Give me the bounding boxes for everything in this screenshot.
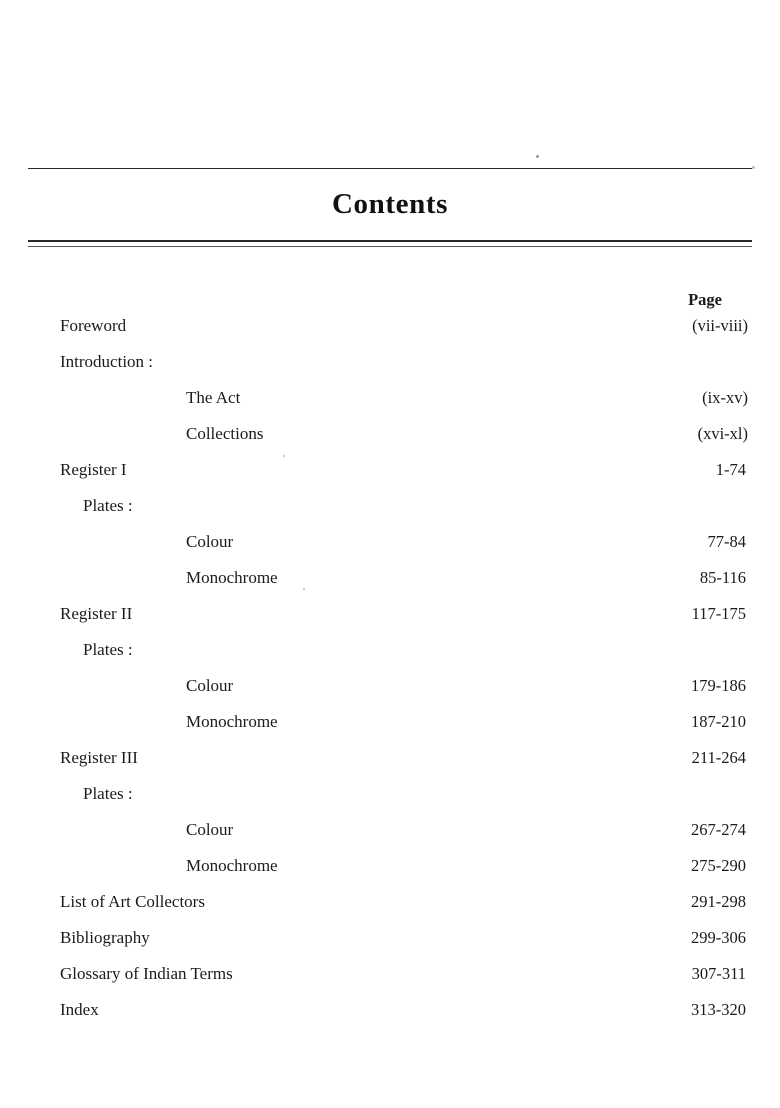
toc-entry-label: Glossary of Indian Terms	[60, 964, 233, 983]
scan-artifact-dot-right	[752, 166, 755, 169]
toc-entry-label: Foreword	[60, 316, 127, 335]
toc-entry-pages: 275-290	[691, 856, 746, 875]
toc-row[interactable]	[0, 784, 780, 820]
toc-row[interactable]	[0, 748, 780, 784]
toc-row[interactable]	[0, 496, 780, 532]
toc-entry-pages: 77-84	[707, 532, 746, 551]
scan-speck-2	[283, 455, 285, 457]
toc-row[interactable]	[0, 352, 780, 388]
toc-entry-label: Plates :	[83, 640, 133, 659]
toc-entry-label: Collections	[186, 424, 264, 443]
toc-entry-label: Register II	[60, 604, 133, 623]
title-rule-below-thin	[28, 246, 752, 247]
toc-entry-label: Plates :	[83, 784, 133, 803]
toc-entry-pages: 85-116	[699, 568, 746, 587]
toc-entry-label: Index	[60, 1000, 99, 1019]
toc-entry-label: Register III	[60, 748, 138, 767]
page-title: Contents	[332, 188, 448, 220]
toc-row[interactable]	[0, 532, 780, 568]
toc-entry-pages: (ix-xv)	[702, 388, 748, 407]
toc-entry-pages: 211-264	[691, 748, 746, 767]
toc-entry-label: Colour	[186, 532, 234, 551]
toc-row[interactable]	[0, 568, 780, 604]
toc-row[interactable]	[0, 424, 780, 460]
toc-entry-pages: 307-311	[691, 964, 746, 983]
toc-entry-label: Plates :	[83, 496, 133, 515]
title-rule-above	[28, 168, 752, 169]
toc-row[interactable]	[0, 712, 780, 748]
toc-entry-pages: 187-210	[691, 712, 746, 731]
toc-entry-pages: 313-320	[691, 1000, 746, 1019]
toc-row[interactable]	[0, 640, 780, 676]
toc-row[interactable]	[0, 460, 780, 496]
toc-entry-label: List of Art Collectors	[60, 892, 205, 911]
scan-artifact-dot	[536, 155, 539, 158]
toc-entry-label: Introduction :	[60, 352, 154, 371]
toc-entry-pages: 299-306	[691, 928, 746, 947]
toc-row[interactable]	[0, 892, 780, 928]
toc-row[interactable]	[0, 820, 780, 856]
toc-row[interactable]	[0, 856, 780, 892]
toc-entry-label: Register I	[60, 460, 127, 479]
toc-entry-pages: 267-274	[691, 820, 746, 839]
toc-entry-pages: 117-175	[691, 604, 746, 623]
toc-entry-pages: 179-186	[691, 676, 746, 695]
toc-entry-label: Colour	[186, 676, 234, 695]
toc-entry-label: Colour	[186, 820, 234, 839]
page-column-header: Page	[688, 290, 722, 309]
toc-row[interactable]	[0, 604, 780, 640]
toc-row[interactable]	[0, 928, 780, 964]
toc-entry-label: Bibliography	[60, 928, 150, 947]
toc-entry-label: Monochrome	[186, 856, 278, 875]
toc-entry-label: Monochrome	[186, 712, 278, 731]
page-column-header-row	[0, 290, 780, 316]
toc-entry-pages: 291-298	[691, 892, 746, 911]
toc-entry-pages: (vii-viii)	[692, 316, 748, 335]
toc-row[interactable]	[0, 964, 780, 1000]
table-of-contents	[0, 290, 780, 1036]
toc-row[interactable]	[0, 388, 780, 424]
toc-row[interactable]	[0, 1000, 780, 1036]
title-rule-below-thick	[28, 240, 752, 242]
scan-speck-1	[303, 588, 305, 590]
toc-entry-label: Monochrome	[186, 568, 278, 587]
toc-entry-pages: (xvi-xl)	[697, 424, 748, 443]
toc-row[interactable]	[0, 316, 780, 352]
toc-entry-pages: 1-74	[715, 460, 746, 479]
toc-row[interactable]	[0, 676, 780, 712]
toc-entry-label: The Act	[186, 388, 241, 407]
